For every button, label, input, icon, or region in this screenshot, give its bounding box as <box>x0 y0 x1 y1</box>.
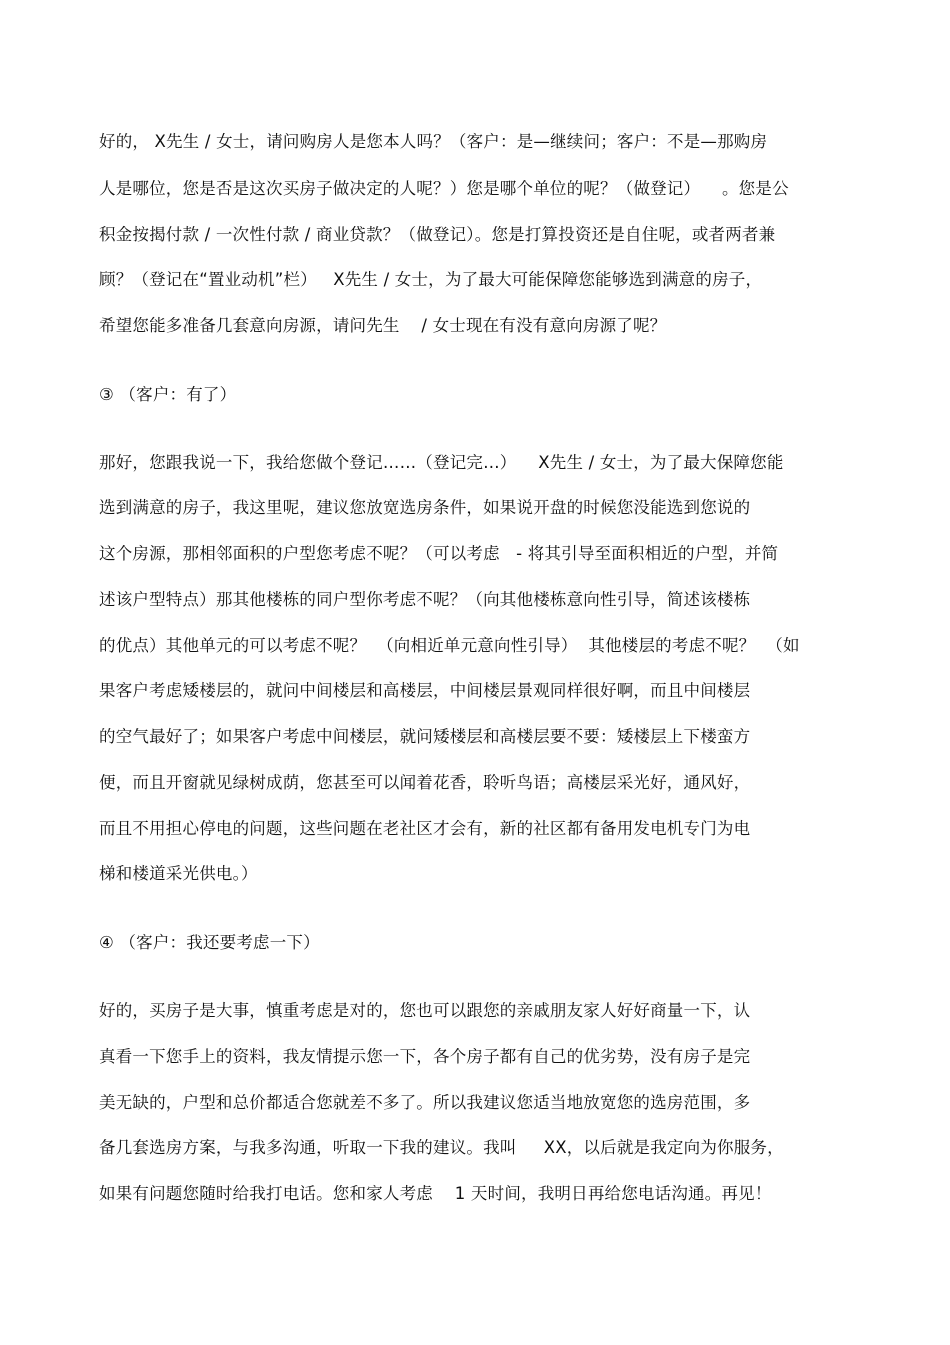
text-line: 这个房源，那相邻面积的户型您考虑不呢？（可以考虑 - 将其引导至面积相近的户型，并简 <box>99 544 779 563</box>
text-line: 述该户型特点）那其他楼栋的同户型你考虑不呢？（向其他楼栋意向性引导，简述该楼栋 <box>99 590 751 609</box>
text-line: 好的， X先生 / 女士，请问购房人是您本人吗？（客户：是—继续问；客户：不是—那购房 <box>99 132 768 151</box>
text-line: 美无缺的，户型和总价都适合您就差不多了。所以我建议您适当地放宽您的选房范围，多 <box>99 1093 751 1112</box>
text-line: 如果有问题您随时给我打电话。您和家人考虑 1 天时间，我明日再给您电话沟通。再见！ <box>99 1184 772 1203</box>
text-line: 备几套选房方案，与我多沟通，听取一下我的建议。我叫 XX，以后就是我定向为你服务， <box>99 1138 784 1157</box>
text-line: 人是哪位，您是否是这次买房子做决定的人呢？）您是哪个单位的呢？（做登记） 。您是公 <box>99 179 789 198</box>
text-line: 便，而且开窗就见绿树成荫，您甚至可以闻着花香，聆听鸟语；高楼层采光好，通风好， <box>99 773 751 792</box>
text-line: 好的，买房子是大事，慎重考虑是对的，您也可以跟您的亲戚朋友家人好好商量一下，认 <box>99 1001 751 1020</box>
text-line: 顾？（登记在“置业动机”栏） X先生 / 女士，为了最大可能保障您能够选到满意的房子， <box>99 270 763 289</box>
text-line: 的优点）其他单元的可以考虑不呢？ （向相近单元意向性引导） 其他楼层的考虑不呢？ （如 <box>99 636 800 655</box>
section-heading: ④ （客户：我还要考虑一下） <box>99 933 320 952</box>
text-line: 希望您能多准备几套意向房源，请问先生 / 女士现在有没有意向房源了呢？ <box>99 316 667 335</box>
text-line: 那好，您跟我说一下，我给您做个登记……（登记完…） X先生 / 女士，为了最大保障您能 <box>99 453 784 472</box>
text-line: 选到满意的房子，我这里呢，建议您放宽选房条件，如果说开盘的时候您没能选到您说的 <box>99 498 751 517</box>
text-line: 而且不用担心停电的问题，这些问题在老社区才会有，新的社区都有备用发电机专门为电 <box>99 819 751 838</box>
text-line: 的空气最好了；如果客户考虑中间楼层，就问矮楼层和高楼层要不要：矮楼层上下楼蛮方 <box>99 727 751 746</box>
text-line: 真看一下您手上的资料，我友情提示您一下，各个房子都有自己的优劣势，没有房子是完 <box>99 1047 751 1066</box>
text-line: 梯和楼道采光供电。） <box>99 864 258 883</box>
text-line: 积金按揭付款 / 一次性付款 / 商业贷款？（做登记）。您是打算投资还是自住呢，或者两者兼 <box>99 225 776 244</box>
text-line: 果客户考虑矮楼层的，就问中间楼层和高楼层，中间楼层景观同样很好啊，而且中间楼层 <box>99 681 751 700</box>
section-heading: ③ （客户：有了） <box>99 385 237 404</box>
